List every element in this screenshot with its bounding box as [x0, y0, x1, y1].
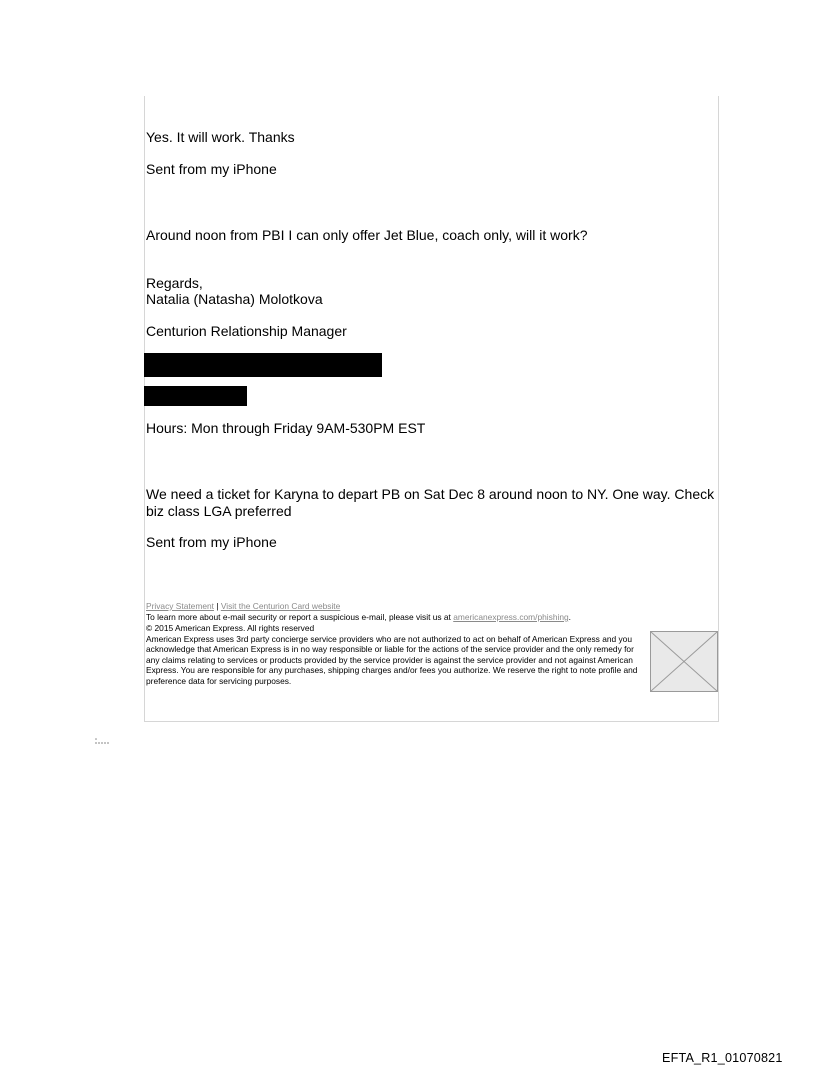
sent-from-signature-1: Sent from my iPhone	[146, 161, 277, 177]
request-line: We need a ticket for Karyna to depart PB on Sat Dec 8 around noon to NY. One way. Check biz class LGA preferred	[146, 486, 715, 519]
sent-from-signature-2: Sent from my iPhone	[146, 534, 277, 550]
offer-line: Around noon from PBI I can only offer Jet Blue, coach only, will it work?	[146, 227, 588, 243]
privacy-statement-link[interactable]: Privacy Statement	[146, 601, 214, 611]
security-notice-text: To learn more about e-mail security or report a suspicious e-mail, please visit us at	[146, 612, 454, 622]
missing-image-icon	[650, 631, 718, 692]
tiny-artifact-icon	[95, 737, 109, 745]
footer-links	[146, 601, 340, 611]
security-notice-suffix: .	[568, 612, 571, 622]
sender-title: Centurion Relationship Manager	[146, 323, 347, 339]
bates-number: EFTA_R1_01070821	[662, 1051, 783, 1065]
broken-image-graphic	[651, 632, 717, 691]
copyright-line: © 2015 American Express. All rights reserved	[146, 623, 315, 633]
sender-name: Natalia (Natasha) Molotkova	[146, 291, 323, 307]
regards-line: Regards,	[146, 275, 203, 291]
redaction-block-2	[144, 386, 247, 406]
security-notice	[146, 612, 571, 622]
hours-line: Hours: Mon through Friday 9AM-530PM EST	[146, 420, 426, 436]
link-separator: |	[216, 601, 219, 611]
phishing-link[interactable]: americanexpress.com/phishing	[453, 612, 569, 622]
redaction-block-1	[144, 353, 382, 377]
reply-line: Yes. It will work. Thanks	[146, 129, 295, 145]
disclaimer-text: American Express uses 3rd party concierge service providers who are not authorized to act on behalf of American Express and you acknowledge that American Express is in no way responsible or liable for the actions of the service provider and the only remedy for any claims relating to services or products provided by the service provider is against the service provider and not against American Express. You are responsible for any purchases, shipping charges and/or fees you authorize. We reserve the right to note profile and preference data for servicing purposes.	[146, 634, 638, 686]
centurion-website-link[interactable]: Visit the Centurion Card website	[220, 601, 341, 611]
